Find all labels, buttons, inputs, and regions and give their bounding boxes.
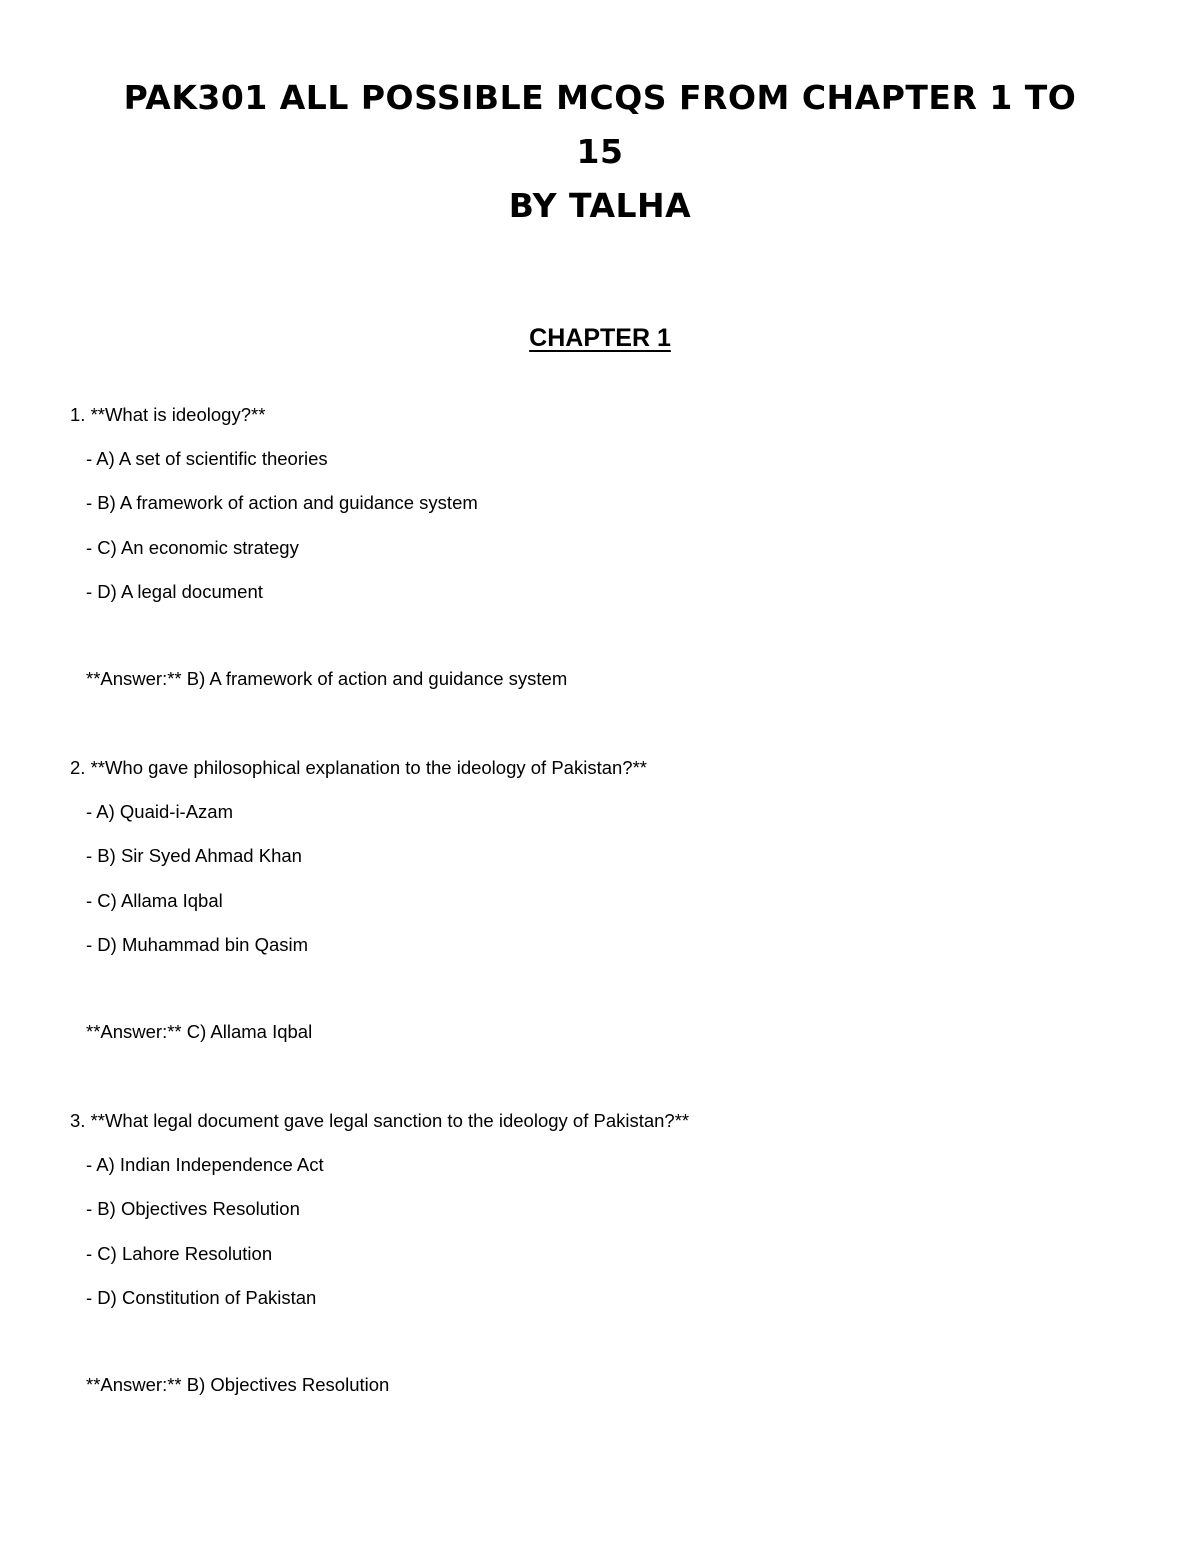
option-d: - D) Muhammad bin Qasim: [86, 934, 309, 955]
answer-text: **Answer:** B) A framework of action and guidance system: [86, 668, 568, 689]
option-b: - B) Objectives Resolution: [86, 1198, 300, 1219]
answer-text: **Answer:** B) Objectives Resolution: [86, 1374, 390, 1395]
chapter-heading: CHAPTER 1: [529, 324, 671, 352]
document-title-line-2: 15: [576, 132, 624, 171]
option-d: - D) A legal document: [86, 581, 263, 602]
option-b: - B) A framework of action and guidance system: [86, 492, 478, 513]
option-c: - C) Allama Iqbal: [86, 890, 223, 911]
option-a: - A) Indian Independence Act: [86, 1154, 324, 1175]
question-text: 3. **What legal document gave legal sanction to the ideology of Pakistan?**: [70, 1110, 690, 1131]
option-a: - A) Quaid-i-Azam: [86, 801, 234, 822]
answer-text: **Answer:** C) Allama Iqbal: [86, 1021, 313, 1042]
option-a: - A) A set of scientific theories: [86, 448, 328, 469]
document-title-line-1: PAK301 ALL POSSIBLE MCQS FROM CHAPTER 1 TO: [123, 78, 1077, 117]
document-author-line: BY TALHA: [508, 186, 692, 225]
option-c: - C) An economic strategy: [86, 537, 299, 558]
option-b: - B) Sir Syed Ahmad Khan: [86, 845, 302, 866]
question-text: 1. **What is ideology?**: [70, 404, 266, 425]
option-d: - D) Constitution of Pakistan: [86, 1287, 317, 1308]
question-text: 2. **Who gave philosophical explanation to the ideology of Pakistan?**: [70, 757, 647, 778]
option-c: - C) Lahore Resolution: [86, 1243, 273, 1264]
